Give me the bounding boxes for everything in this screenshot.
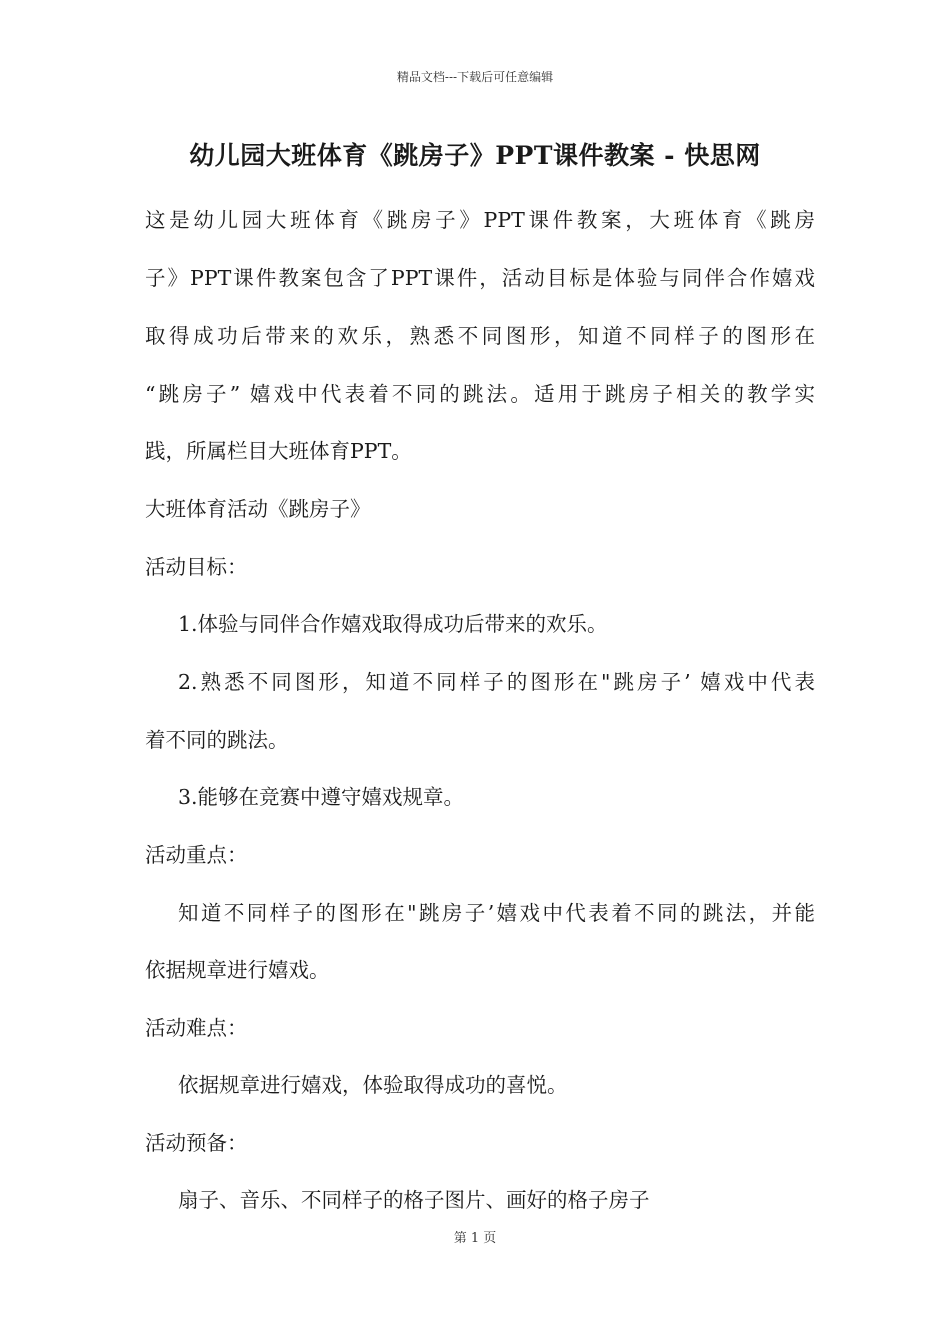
activity-title: 大班体育活动《跳房子》 (145, 497, 371, 521)
goal-item-1: 1.体验与同伴合作嬉戏取得成功后带来的欢乐。 (178, 612, 608, 636)
goal-item-2-line-1: 2.熟悉不同图形，知道不同样子的图形在"跳房子’ 嬉戏中代表 (178, 670, 815, 694)
preparation-heading: 活动预备： (145, 1131, 248, 1155)
intro-line-5: 践，所属栏目大班体育PPT。 (145, 439, 412, 463)
key-points-heading: 活动重点： (145, 843, 248, 867)
goal-item-3: 3.能够在竞赛中遵守嬉戏规章。 (178, 785, 465, 809)
intro-line-3: 取得成功后带来的欢乐，熟悉不同图形，知道不同样子的图形在 (145, 324, 815, 348)
goal-item-2-line-2: 着不同的跳法。 (145, 728, 289, 752)
preparation-line-1: 扇子、音乐、不同样子的格子图片、画好的格子房子 (178, 1188, 650, 1212)
header-note: 精品文档---下载后可任意编辑 (396, 70, 554, 84)
intro-line-1: 这是幼儿园大班体育《跳房子》PPT课件教案，大班体育《跳房 (145, 208, 815, 232)
page-number: 第 1 页 (453, 1231, 497, 1246)
key-points-line-1: 知道不同样子的图形在"跳房子’嬉戏中代表着不同的跳法，并能 (178, 901, 815, 925)
key-points-line-2: 依据规章进行嬉戏。 (145, 958, 330, 982)
document-title: 幼儿园大班体育《跳房子》PPT课件教案 - 快思网 (189, 141, 761, 170)
goals-heading: 活动目标： (145, 555, 248, 579)
intro-line-4: “跳房子” 嬉戏中代表着不同的跳法。适用于跳房子相关的教学实 (145, 382, 815, 406)
difficulties-line-1: 依据规章进行嬉戏，体验取得成功的喜悦。 (178, 1073, 568, 1097)
intro-line-2: 子》PPT课件教案包含了PPT课件，活动目标是体验与同伴合作嬉戏 (145, 266, 815, 290)
difficulties-heading: 活动难点： (145, 1016, 248, 1040)
